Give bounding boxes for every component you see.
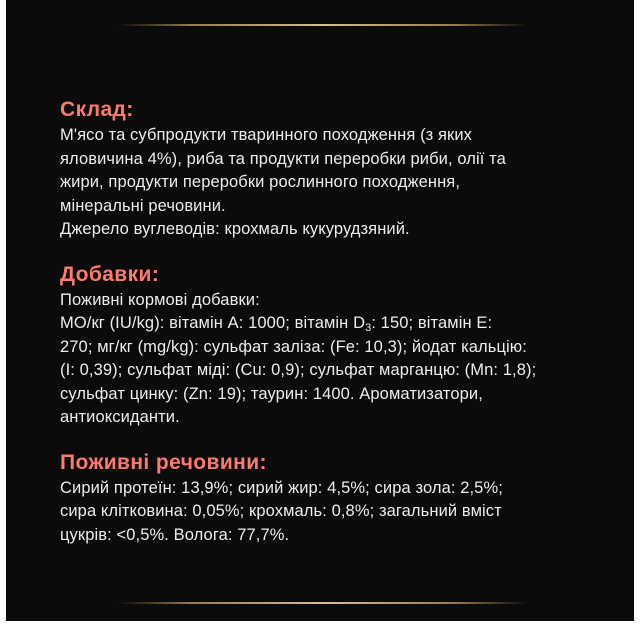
- nutrients-line: Сирий протеїн: 13,9%; сирий жир: 4,5%; сира зола: 2,5%;: [60, 478, 503, 497]
- additives-line: антиоксиданти.: [60, 408, 180, 426]
- composition-section: [60, 96, 590, 242]
- ingredients-panel: [6, 0, 634, 621]
- composition-line: мінеральні речовини.: [60, 196, 226, 215]
- vitamins-text-end: : 150; вітамін E:: [371, 314, 493, 332]
- nutrients-heading: Поживні речовини:: [60, 450, 267, 474]
- bottom-gold-divider: [118, 602, 528, 604]
- composition-line: М'ясо та субпродукти тваринного походження (з яких: [60, 126, 473, 144]
- top-gold-divider: [118, 24, 528, 26]
- additives-line: сульфат цинку: (Zn: 19); таурин: 1400. Ароматизатори,: [60, 384, 483, 403]
- additives-section: [60, 261, 590, 430]
- composition-line: жири, продукти переробки рослинного походження,: [60, 173, 461, 191]
- composition-line: яловичина 4%), риба та продукти переробки риби, олії та: [60, 149, 506, 168]
- vitamins-line: [60, 312, 590, 336]
- nutrients-line: сира клітковина: 0,05%; крохмаль: 0,8%; загальний вміст: [60, 502, 502, 520]
- additives-heading: Добавки:: [60, 262, 160, 286]
- carbohydrate-source-line: Джерело вуглеводів: крохмаль кукурудзяний.: [60, 220, 410, 238]
- additives-line: (I: 0,39); сульфат міді: (Cu: 0,9); сульфат марганцю: (Mn: 1,8);: [60, 361, 537, 379]
- nutrients-line: цукрів: <0,5%. Волога: 77,7%.: [60, 525, 290, 544]
- additives-line: Поживні кормові добавки:: [60, 290, 260, 309]
- vitamins-text-start: МО/кг (IU/kg): вітамін A: 1000; вітамін D: [60, 314, 366, 332]
- ingredients-content: [60, 96, 590, 566]
- nutrients-section: [60, 449, 590, 548]
- additives-line: 270; мг/кг (mg/kg): сульфат заліза: (Fe: 10,3); йодат кальцію:: [60, 337, 527, 356]
- composition-heading: Склад:: [60, 98, 134, 121]
- vitamin-d-subscript: 3: [365, 322, 372, 334]
